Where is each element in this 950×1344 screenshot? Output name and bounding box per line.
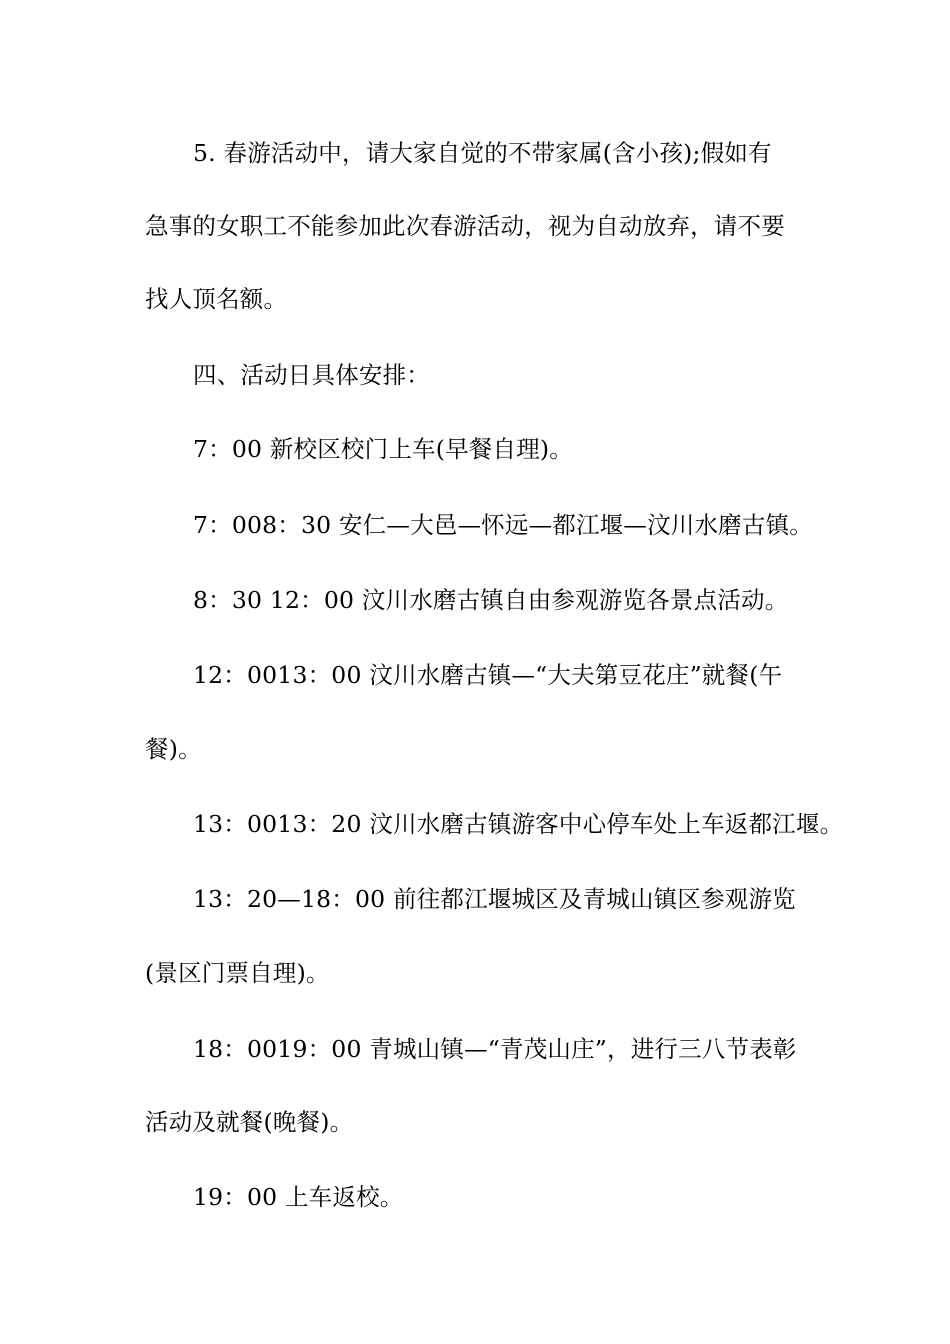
- paragraph-item-5-line-1: 5. 春游活动中，请大家自觉的不带家属(含小孩);假如有: [193, 139, 772, 167]
- paragraph-item-5-line-3: 找人顶名额。: [145, 285, 288, 313]
- schedule-item-0830-1200: 8：30 12：00 汶川水磨古镇自由参观游览各景点活动。: [193, 586, 789, 614]
- schedule-item-1320-1800-line-1: 13：20—18：00 前往都江堰城区及青城山镇区参观游览: [193, 885, 796, 913]
- schedule-item-1200-1300-line-1: 12：0013：00 汶川水磨古镇—“大夫第豆花庄”就餐(午: [193, 661, 783, 689]
- schedule-item-0700: 7：00 新校区校门上车(早餐自理)。: [193, 435, 573, 463]
- schedule-item-1300-1320: 13：0013：20 汶川水磨古镇游客中心停车处上车返都江堰。: [193, 810, 844, 838]
- paragraph-item-5-line-2: 急事的女职工不能参加此次春游活动，视为自动放弃，请不要: [145, 212, 785, 240]
- schedule-item-1320-1800-line-2: (景区门票自理)。: [145, 959, 330, 987]
- schedule-item-1900: 19：00 上车返校。: [193, 1183, 404, 1211]
- schedule-item-1200-1300-line-2: 餐)。: [145, 735, 202, 763]
- schedule-item-1800-1900-line-1: 18：0019：00 青城山镇—“青茂山庄”，进行三八节表彰: [193, 1035, 797, 1063]
- schedule-item-1800-1900-line-2: 活动及就餐(晚餐)。: [145, 1108, 354, 1136]
- schedule-item-0700-0830: 7：008：30 安仁—大邑—怀远—都江堰—汶川水磨古镇。: [193, 511, 813, 539]
- section-heading-schedule: 四、活动日具体安排：: [193, 361, 430, 389]
